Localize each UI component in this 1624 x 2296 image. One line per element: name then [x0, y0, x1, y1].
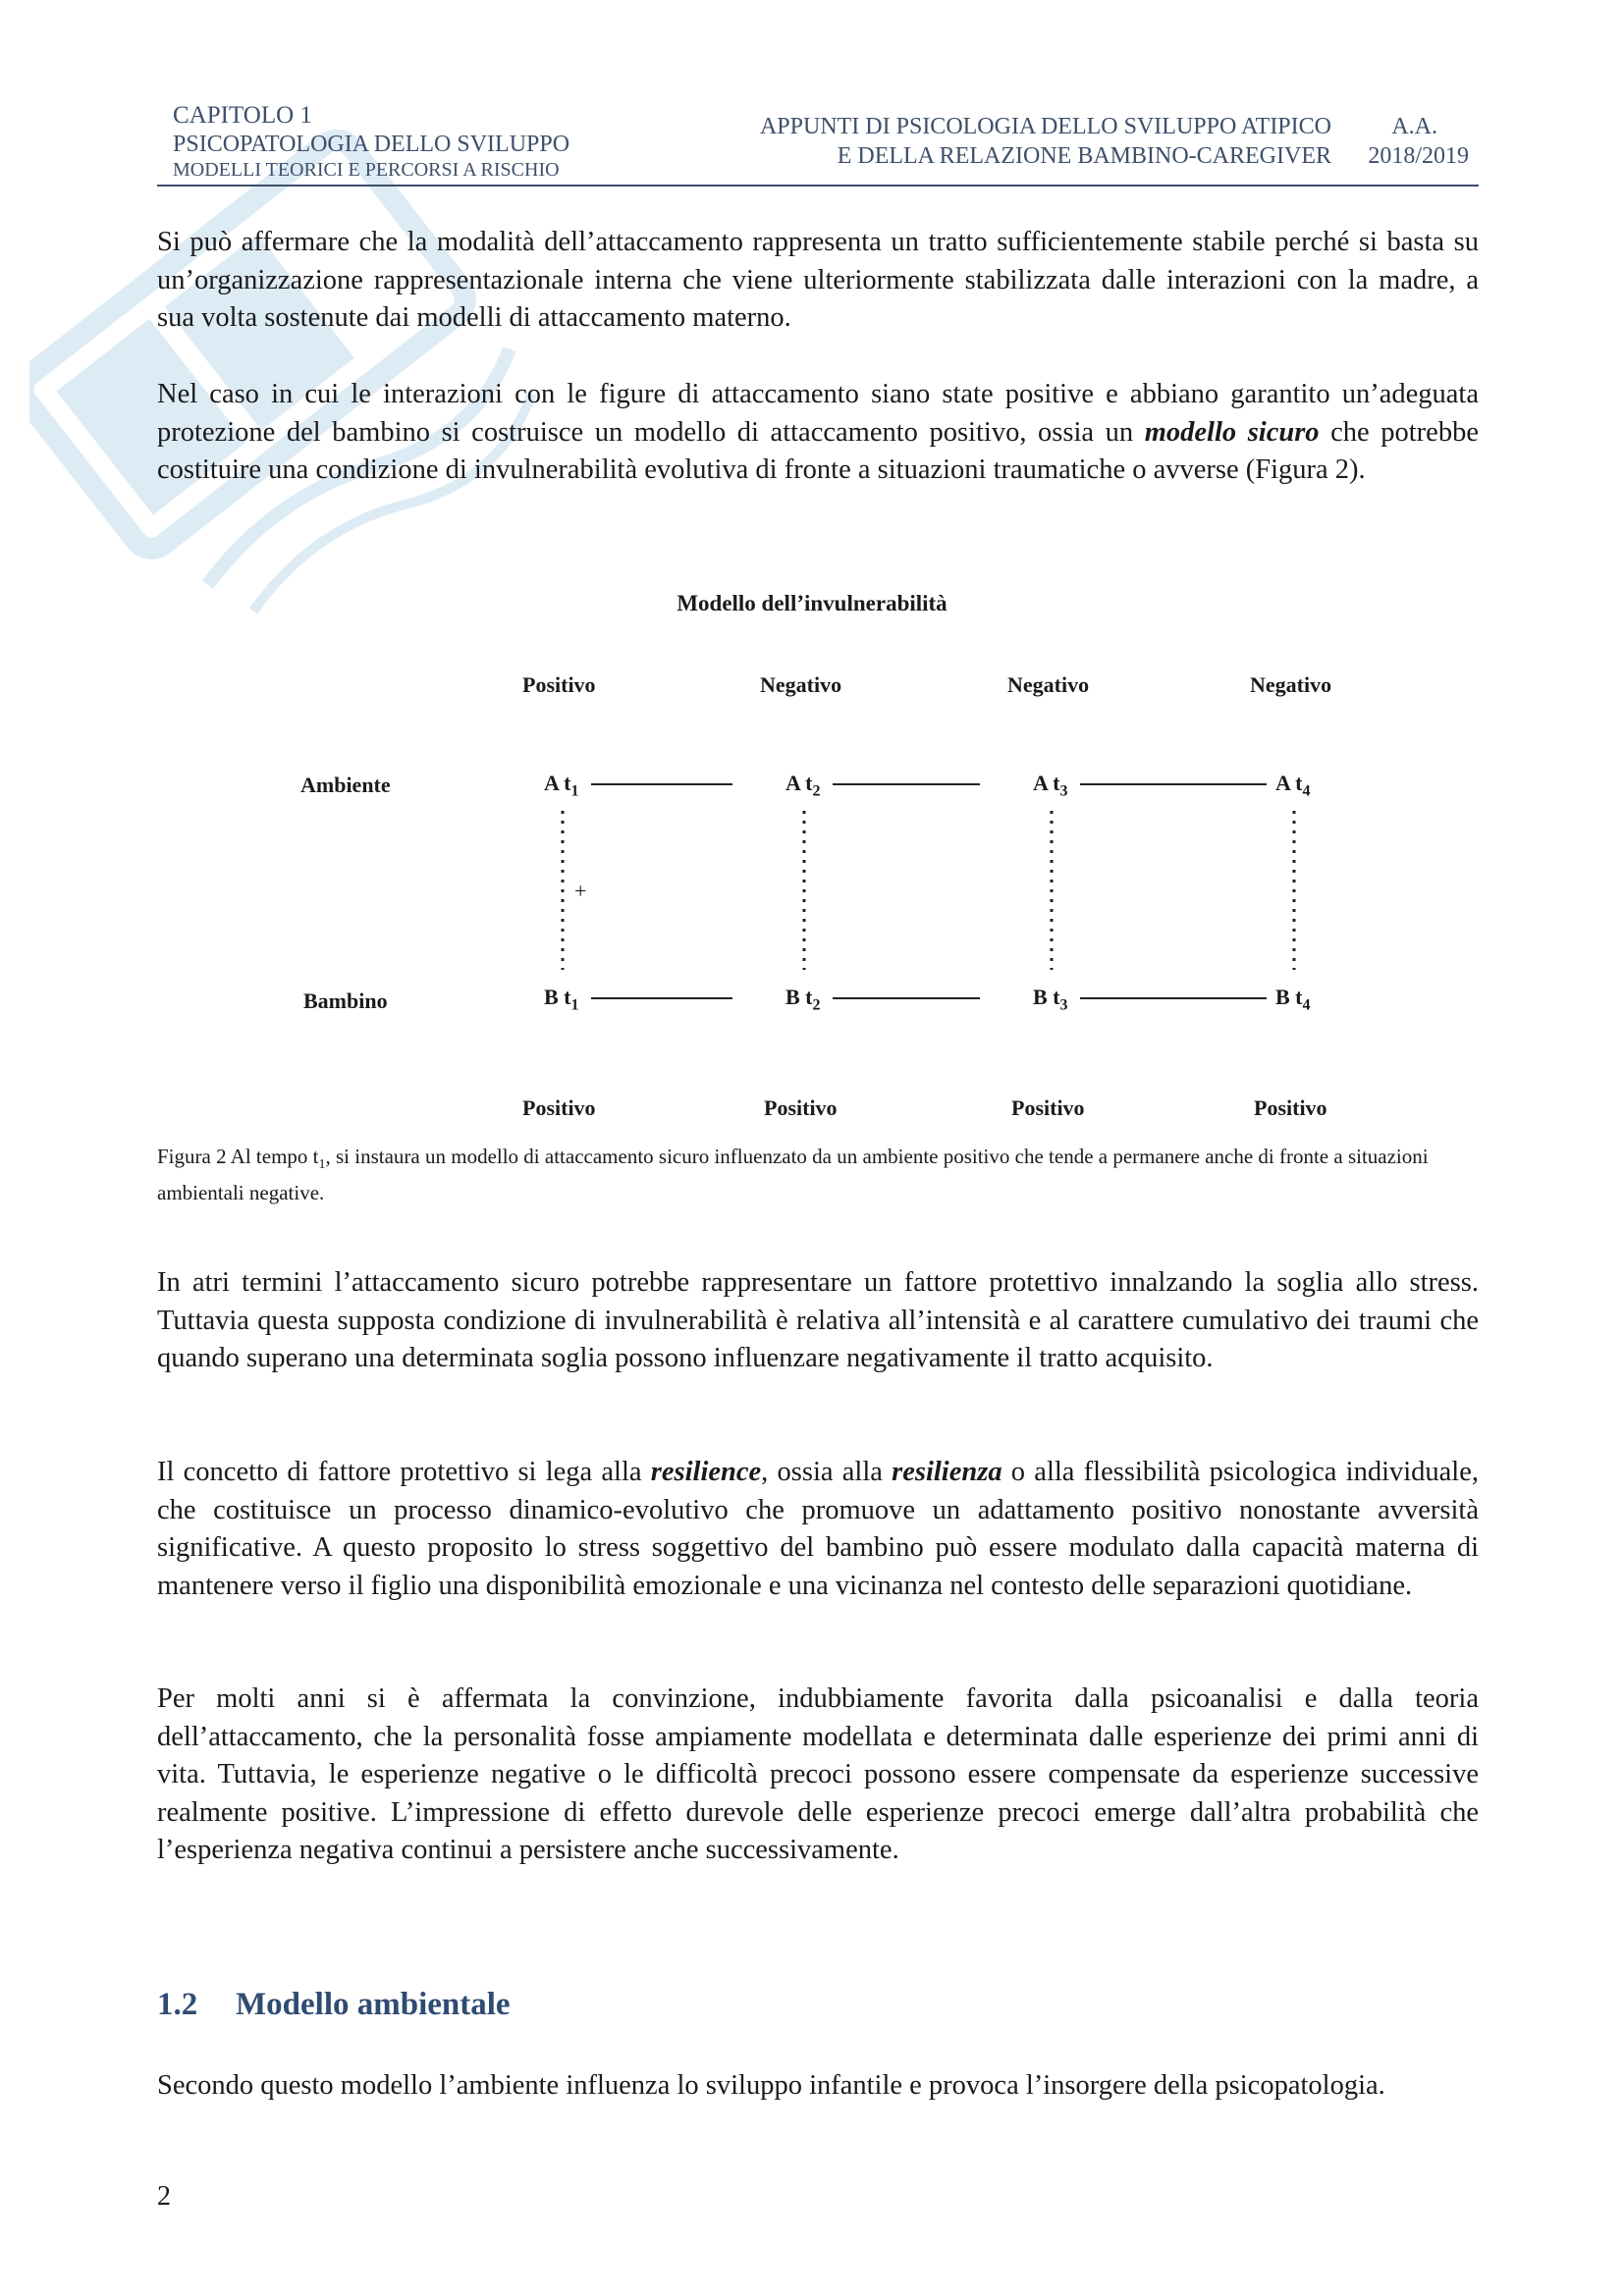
- figure-node-a2: A $t_2$: [785, 771, 821, 800]
- figure-row-label-ambiente: Ambiente: [300, 773, 391, 797]
- figure-node-a3: A $t_3$: [1033, 771, 1068, 800]
- paragraph-6: Secondo questo modello l’ambiente influenza lo sviluppo infantile e provoca l’insorgere della psicopatologia.: [157, 2070, 1385, 2101]
- header-chapter-subtitle: MODELLI TEORICI E PERCORSI A RISCHIO: [173, 159, 560, 181]
- paragraph-2-text-b: che potrebbe costituire una condizione di invulnerabilità evolutiva di fronte a situazioni traumatiche o avverse (Figura 2).: [157, 416, 1479, 485]
- header-course-line2: E DELLA RELAZIONE BAMBINO-CAREGIVER: [837, 143, 1331, 169]
- section-heading: [157, 1987, 511, 2023]
- figure-title: Modello dell’invulnerabilità: [677, 591, 947, 615]
- figure-top-label-1: Positivo: [522, 672, 596, 697]
- paragraph-1: Si può affermare che la modalità dell’attaccamento rappresenta un tratto sufficientemente stabile perché si basta su un’organizzazione rappresentazionale interna che viene ulteriormente stabilizzata dalle interazioni con la madre, a sua volta sostenute dai modelli di attaccamento materno.: [157, 227, 1479, 333]
- section-number: 1.2: [157, 1987, 198, 2022]
- figure-bottom-label-3: Positivo: [1011, 1095, 1085, 1120]
- paragraph-5: Per molti anni si è affermata la convinzione, indubbiamente favorita dalla psicoanalisi e dalla teoria dell’attaccamento, che la personalità fosse ampiamente modellata e determinata dalle esperienze dei primi anni di vita. Tuttavia, le esperienze negative o le difficoltà precoci possono essere compensate da esperienze successive realmente positive. L’impressione di effetto durevole delle esperienze precoci emerge dall’altra probabilità che l’esperienza negativa continui a persistere anche successivamente.: [157, 1683, 1479, 1865]
- paragraph-2-emphasis: modello sicuro: [1144, 416, 1320, 448]
- term-resilience: resilience: [650, 1457, 762, 1487]
- header-year-label: A.A.: [1391, 114, 1437, 139]
- header-chapter: CAPITOLO 1: [173, 102, 312, 129]
- figure-node-b1: B $t_1$: [544, 985, 579, 1014]
- figure-top-label-4: Negativo: [1250, 672, 1332, 697]
- figure-node-a4: A $t_4$: [1275, 771, 1311, 800]
- figure-node-b4: B $t_4$: [1275, 985, 1311, 1014]
- paragraph-3: In atri termini l’attaccamento sicuro potrebbe rappresentare un fattore protettivo innalzando la soglia allo stress. Tuttavia questa supposta condizione di invulnerabilità è relativa all’intensità e al carattere cumulativo dei traumi che quando superano una determinata soglia possono influenzare negativamente il tratto acquisito.: [157, 1267, 1479, 1373]
- header-year-value: 2018/2019: [1368, 143, 1469, 169]
- page-number: 2: [157, 2181, 171, 2212]
- section-title: Modello ambientale: [236, 1987, 511, 2022]
- figure-node-b2: B $t_2$: [785, 985, 821, 1014]
- header-chapter-title: PSICOPATOLOGIA DELLO SVILUPPO: [173, 132, 570, 157]
- figure-bottom-label-1: Positivo: [522, 1095, 596, 1120]
- figure-plus-sign: +: [574, 879, 587, 903]
- figure-node-a1: A $t_1$: [544, 771, 579, 800]
- figure-caption: Figura 2 Al tempo $t_1$, si instaura un modello di attaccamento sicuro influenzato da un ambiente positivo che tende a permanere anche di fronte a situazioni ambientali negative.: [157, 1145, 1429, 1205]
- term-resilienza: resilienza: [892, 1457, 1002, 1487]
- figure-node-b3: B $t_3$: [1033, 985, 1068, 1014]
- figure-bottom-label-2: Positivo: [764, 1095, 838, 1120]
- figure-top-label-3: Negativo: [1007, 672, 1090, 697]
- header-course-line1: APPUNTI DI PSICOLOGIA DELLO SVILUPPO ATIPICO: [759, 114, 1331, 139]
- paragraph-4: Il concetto di fattore protettivo si lega alla resilience, ossia alla resilienza o alla flessibilità psicologica individuale, che costituisce un processo dinamico-evolutivo che promuove un adattamento positivo nonostante avversità significative. A questo proposito lo stress soggettivo del bambino può essere modulato dalla capacità materna di mantenere verso il figlio una disponibilità emozionale e una vicinanza nel contesto delle separazioni quotidiane.: [157, 1457, 1480, 1601]
- paragraph-2-text-a: Nel caso in cui le interazioni con le figure di attaccamento siano state positive e abbiano garantito un’adeguata protezione del bambino si costruisce un modello di attaccamento positivo, ossia un: [157, 379, 1479, 448]
- figure-top-label-2: Negativo: [760, 672, 842, 697]
- figure-row-label-bambino: Bambino: [303, 988, 388, 1013]
- figure-bottom-label-4: Positivo: [1254, 1095, 1327, 1120]
